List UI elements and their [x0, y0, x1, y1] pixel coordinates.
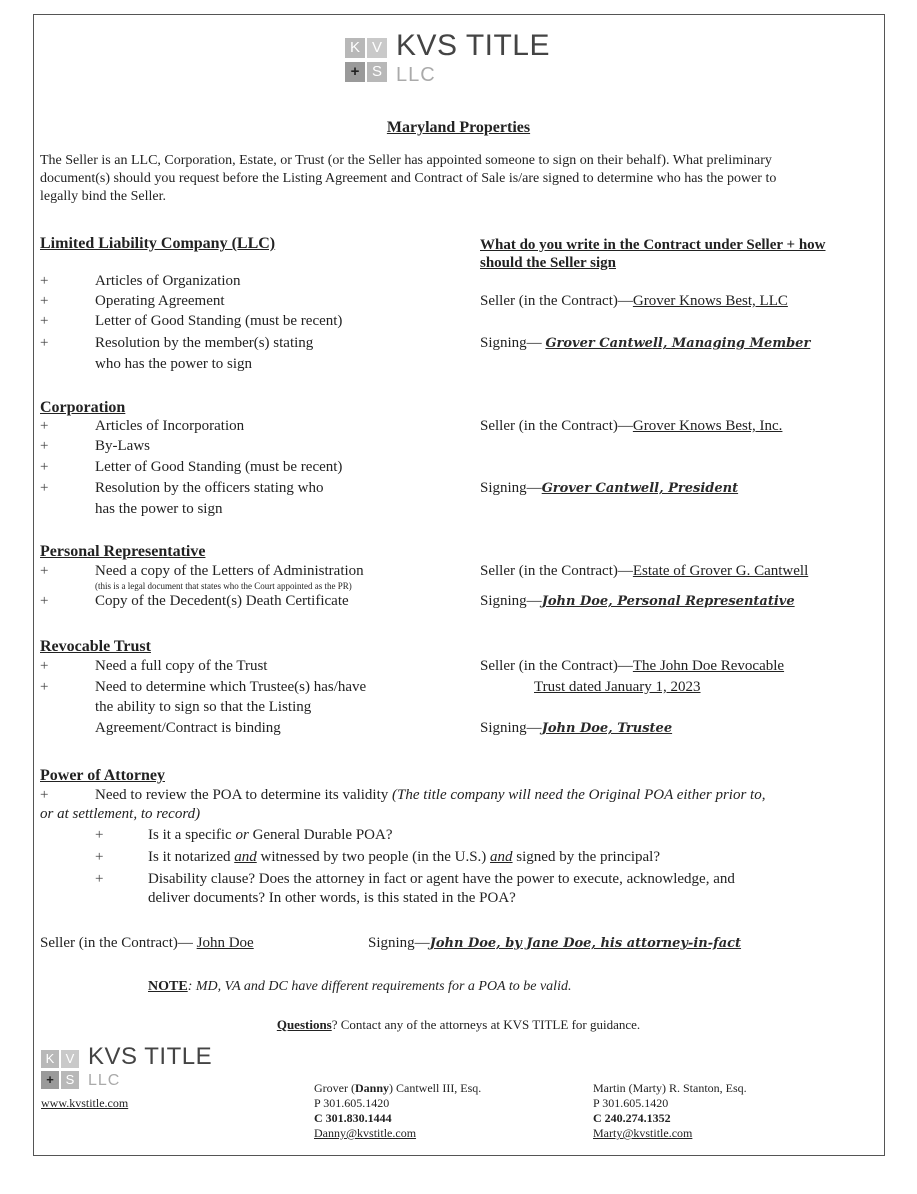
- pr-item-note: (this is a legal document that states who the Court appointed as the PR): [95, 581, 352, 591]
- poa-text: witnessed by two people (in the U.S.): [256, 849, 491, 865]
- questions-text: ? Contact any of the attorneys at KVS TITLE for guidance.: [331, 1017, 641, 1032]
- signature: John Doe, Trustee: [541, 721, 673, 736]
- seller-value: Grover Knows Best, LLC: [632, 293, 788, 309]
- seller-value: John Doe: [196, 935, 254, 951]
- personal-representative-heading: Personal Representative: [40, 543, 206, 560]
- pr-item: Copy of the Decedent(s) Death Certificate: [95, 593, 349, 609]
- trust-seller-value-line-2: Trust dated January 1, 2023: [534, 679, 701, 695]
- contact-2-cell: C 240.274.1352: [593, 1111, 671, 1125]
- pr-signing-line: [480, 592, 795, 611]
- poa-signing-line: [368, 934, 741, 953]
- bullet-plus: +: [40, 273, 49, 289]
- seller-prefix: Seller (in the Contract)—: [480, 418, 633, 434]
- trust-item: Need to determine which Trustee(s) has/have: [95, 679, 367, 695]
- contact-nickname: Danny: [354, 1081, 389, 1095]
- bullet-plus: +: [40, 459, 49, 475]
- page-title: Maryland Properties: [386, 119, 531, 136]
- logo-tile-plus: +: [41, 1071, 59, 1089]
- corporation-heading: Corporation: [40, 399, 126, 416]
- logo-tile-s: S: [367, 62, 387, 82]
- note-label: NOTE: [148, 979, 188, 994]
- pr-seller-line: [480, 562, 808, 580]
- intro-line-1: The Seller is an LLC, Corporation, Estate, or Trust (or the Seller has appointed someone to sign on their behalf). What preliminary: [40, 153, 772, 168]
- bullet-plus: +: [95, 871, 104, 887]
- signature: John Doe, Personal Representative: [541, 594, 795, 609]
- bullet-plus: +: [40, 418, 49, 434]
- seller-value: Grover Knows Best, Inc.: [632, 418, 783, 434]
- poa-italic-note: (The title company will need the Original POA either prior to,: [392, 787, 766, 803]
- llc-item: Resolution by the member(s) stating: [95, 335, 314, 351]
- seller-value: The John Doe Revocable: [632, 658, 785, 674]
- bullet-plus: +: [40, 293, 49, 309]
- contract-heading-line-1: What do you write in the Contract under Seller + how: [480, 237, 826, 253]
- trust-signing-line: [480, 719, 672, 738]
- corp-item: By-Laws: [95, 438, 150, 454]
- logo-tile-v: V: [367, 38, 387, 58]
- llc-seller-line: [480, 292, 788, 310]
- signing-prefix: Signing—: [480, 720, 542, 736]
- website-link[interactable]: www.kvstitle.com: [41, 1096, 129, 1110]
- signature: John Doe, by Jane Doe, his attorney-in-fact: [429, 936, 742, 951]
- bullet-plus: +: [40, 787, 49, 803]
- logo-tile-k: K: [41, 1050, 59, 1068]
- questions-line: [0, 1017, 917, 1032]
- seller-prefix: Seller (in the Contract)—: [40, 935, 197, 951]
- contract-heading-line-2: should the Seller sign: [480, 255, 617, 271]
- poa-emphasis: or: [235, 827, 249, 843]
- corp-item: Letter of Good Standing (must be recent): [95, 459, 343, 475]
- questions-label: Questions: [276, 1017, 332, 1032]
- llc-item: Operating Agreement: [95, 293, 225, 309]
- poa-text: Is it notarized: [148, 849, 235, 865]
- corp-seller-line: [480, 417, 782, 435]
- contact-1-phone: P 301.605.1420: [314, 1096, 390, 1110]
- trust-seller-line: [480, 657, 784, 675]
- signing-prefix: Signing—: [480, 593, 542, 609]
- logo-name: KVS TITLE: [396, 29, 551, 62]
- bullet-plus: +: [40, 313, 49, 329]
- seller-prefix: Seller (in the Contract)—: [480, 658, 633, 674]
- logo-suffix: LLC: [88, 1072, 121, 1089]
- note-line: [148, 978, 571, 995]
- llc-signing-line: [480, 334, 810, 353]
- logo-tile-s: S: [61, 1071, 79, 1089]
- contact-text: Grover (: [314, 1081, 355, 1095]
- corp-item: Resolution by the officers stating who: [95, 480, 324, 496]
- poa-emphasis: and: [490, 849, 513, 865]
- contact-2-name: Martin (Marty) R. Stanton, Esq.: [593, 1081, 747, 1095]
- poa-seller-line: [40, 934, 254, 952]
- poa-emphasis: and: [234, 849, 257, 865]
- power-of-attorney-heading: Power of Attorney: [40, 767, 165, 784]
- poa-line-1: [95, 786, 765, 804]
- llc-heading: Limited Liability Company (LLC): [40, 235, 276, 252]
- bullet-plus: +: [40, 593, 49, 609]
- poa-text: signed by the principal?: [512, 849, 661, 865]
- poa-question-2: [148, 848, 660, 866]
- seller-prefix: Seller (in the Contract)—: [480, 293, 633, 309]
- contact-2-phone: P 301.605.1420: [593, 1096, 669, 1110]
- contact-text: ) Cantwell III, Esq.: [389, 1081, 482, 1095]
- llc-item: Articles of Organization: [95, 273, 241, 289]
- bullet-plus: +: [95, 849, 104, 865]
- signature: Grover Cantwell, President: [541, 481, 739, 496]
- llc-item: Letter of Good Standing (must be recent): [95, 313, 343, 329]
- logo-tile-plus: +: [345, 62, 365, 82]
- poa-text: Is it a specific: [148, 827, 236, 843]
- contact-1-cell: C 301.830.1444: [314, 1111, 392, 1125]
- logo-suffix: LLC: [396, 64, 436, 86]
- bullet-plus: +: [40, 658, 49, 674]
- signature: Grover Cantwell, Managing Member: [545, 336, 811, 351]
- poa-text: Need to review the POA to determine its validity: [95, 787, 393, 803]
- intro-line-3: legally bind the Seller.: [40, 189, 166, 204]
- signing-prefix: Signing—: [480, 335, 546, 351]
- logo-tile-v: V: [61, 1050, 79, 1068]
- bullet-plus: +: [40, 438, 49, 454]
- note-text: : MD, VA and DC have different requirements for a POA to be valid.: [187, 979, 572, 994]
- logo-tile-k: K: [345, 38, 365, 58]
- trust-item-continued: the ability to sign so that the Listing: [95, 699, 312, 715]
- contact-1-name: [314, 1081, 481, 1095]
- poa-text: General Durable POA?: [248, 827, 393, 843]
- trust-item: Need a full copy of the Trust: [95, 658, 268, 674]
- trust-item-continued: Agreement/Contract is binding: [95, 720, 281, 736]
- corp-item: Articles of Incorporation: [95, 418, 245, 434]
- contact-2-email-link[interactable]: Marty@kvstitle.com: [593, 1126, 693, 1140]
- intro-line-2: document(s) should you request before the Listing Agreement and Contract of Sale is/are signed to determine who has the power to: [40, 171, 777, 186]
- poa-question-1: [148, 826, 393, 844]
- poa-question-3-continued: deliver documents? In other words, is this stated in the POA?: [148, 890, 516, 906]
- corp-signing-line: [480, 479, 738, 498]
- poa-question-3: Disability clause? Does the attorney in fact or agent have the power to execute, acknowledge, and: [148, 871, 735, 887]
- contact-1-email-link[interactable]: Danny@kvstitle.com: [314, 1126, 417, 1140]
- corp-item-continued: has the power to sign: [95, 501, 223, 517]
- bullet-plus: +: [95, 827, 104, 843]
- bullet-plus: +: [40, 679, 49, 695]
- logo-name: KVS TITLE: [88, 1043, 213, 1070]
- bullet-plus: +: [40, 335, 49, 351]
- llc-item-continued: who has the power to sign: [95, 356, 253, 372]
- bullet-plus: +: [40, 563, 49, 579]
- pr-item: Need a copy of the Letters of Administration: [95, 563, 364, 579]
- poa-line-2: or at settlement, to record): [40, 806, 201, 822]
- seller-prefix: Seller (in the Contract)—: [480, 563, 633, 579]
- signing-prefix: Signing—: [368, 935, 430, 951]
- seller-value: Estate of Grover G. Cantwell: [632, 563, 809, 579]
- bullet-plus: +: [40, 480, 49, 496]
- signing-prefix: Signing—: [480, 480, 542, 496]
- revocable-trust-heading: Revocable Trust: [40, 638, 151, 655]
